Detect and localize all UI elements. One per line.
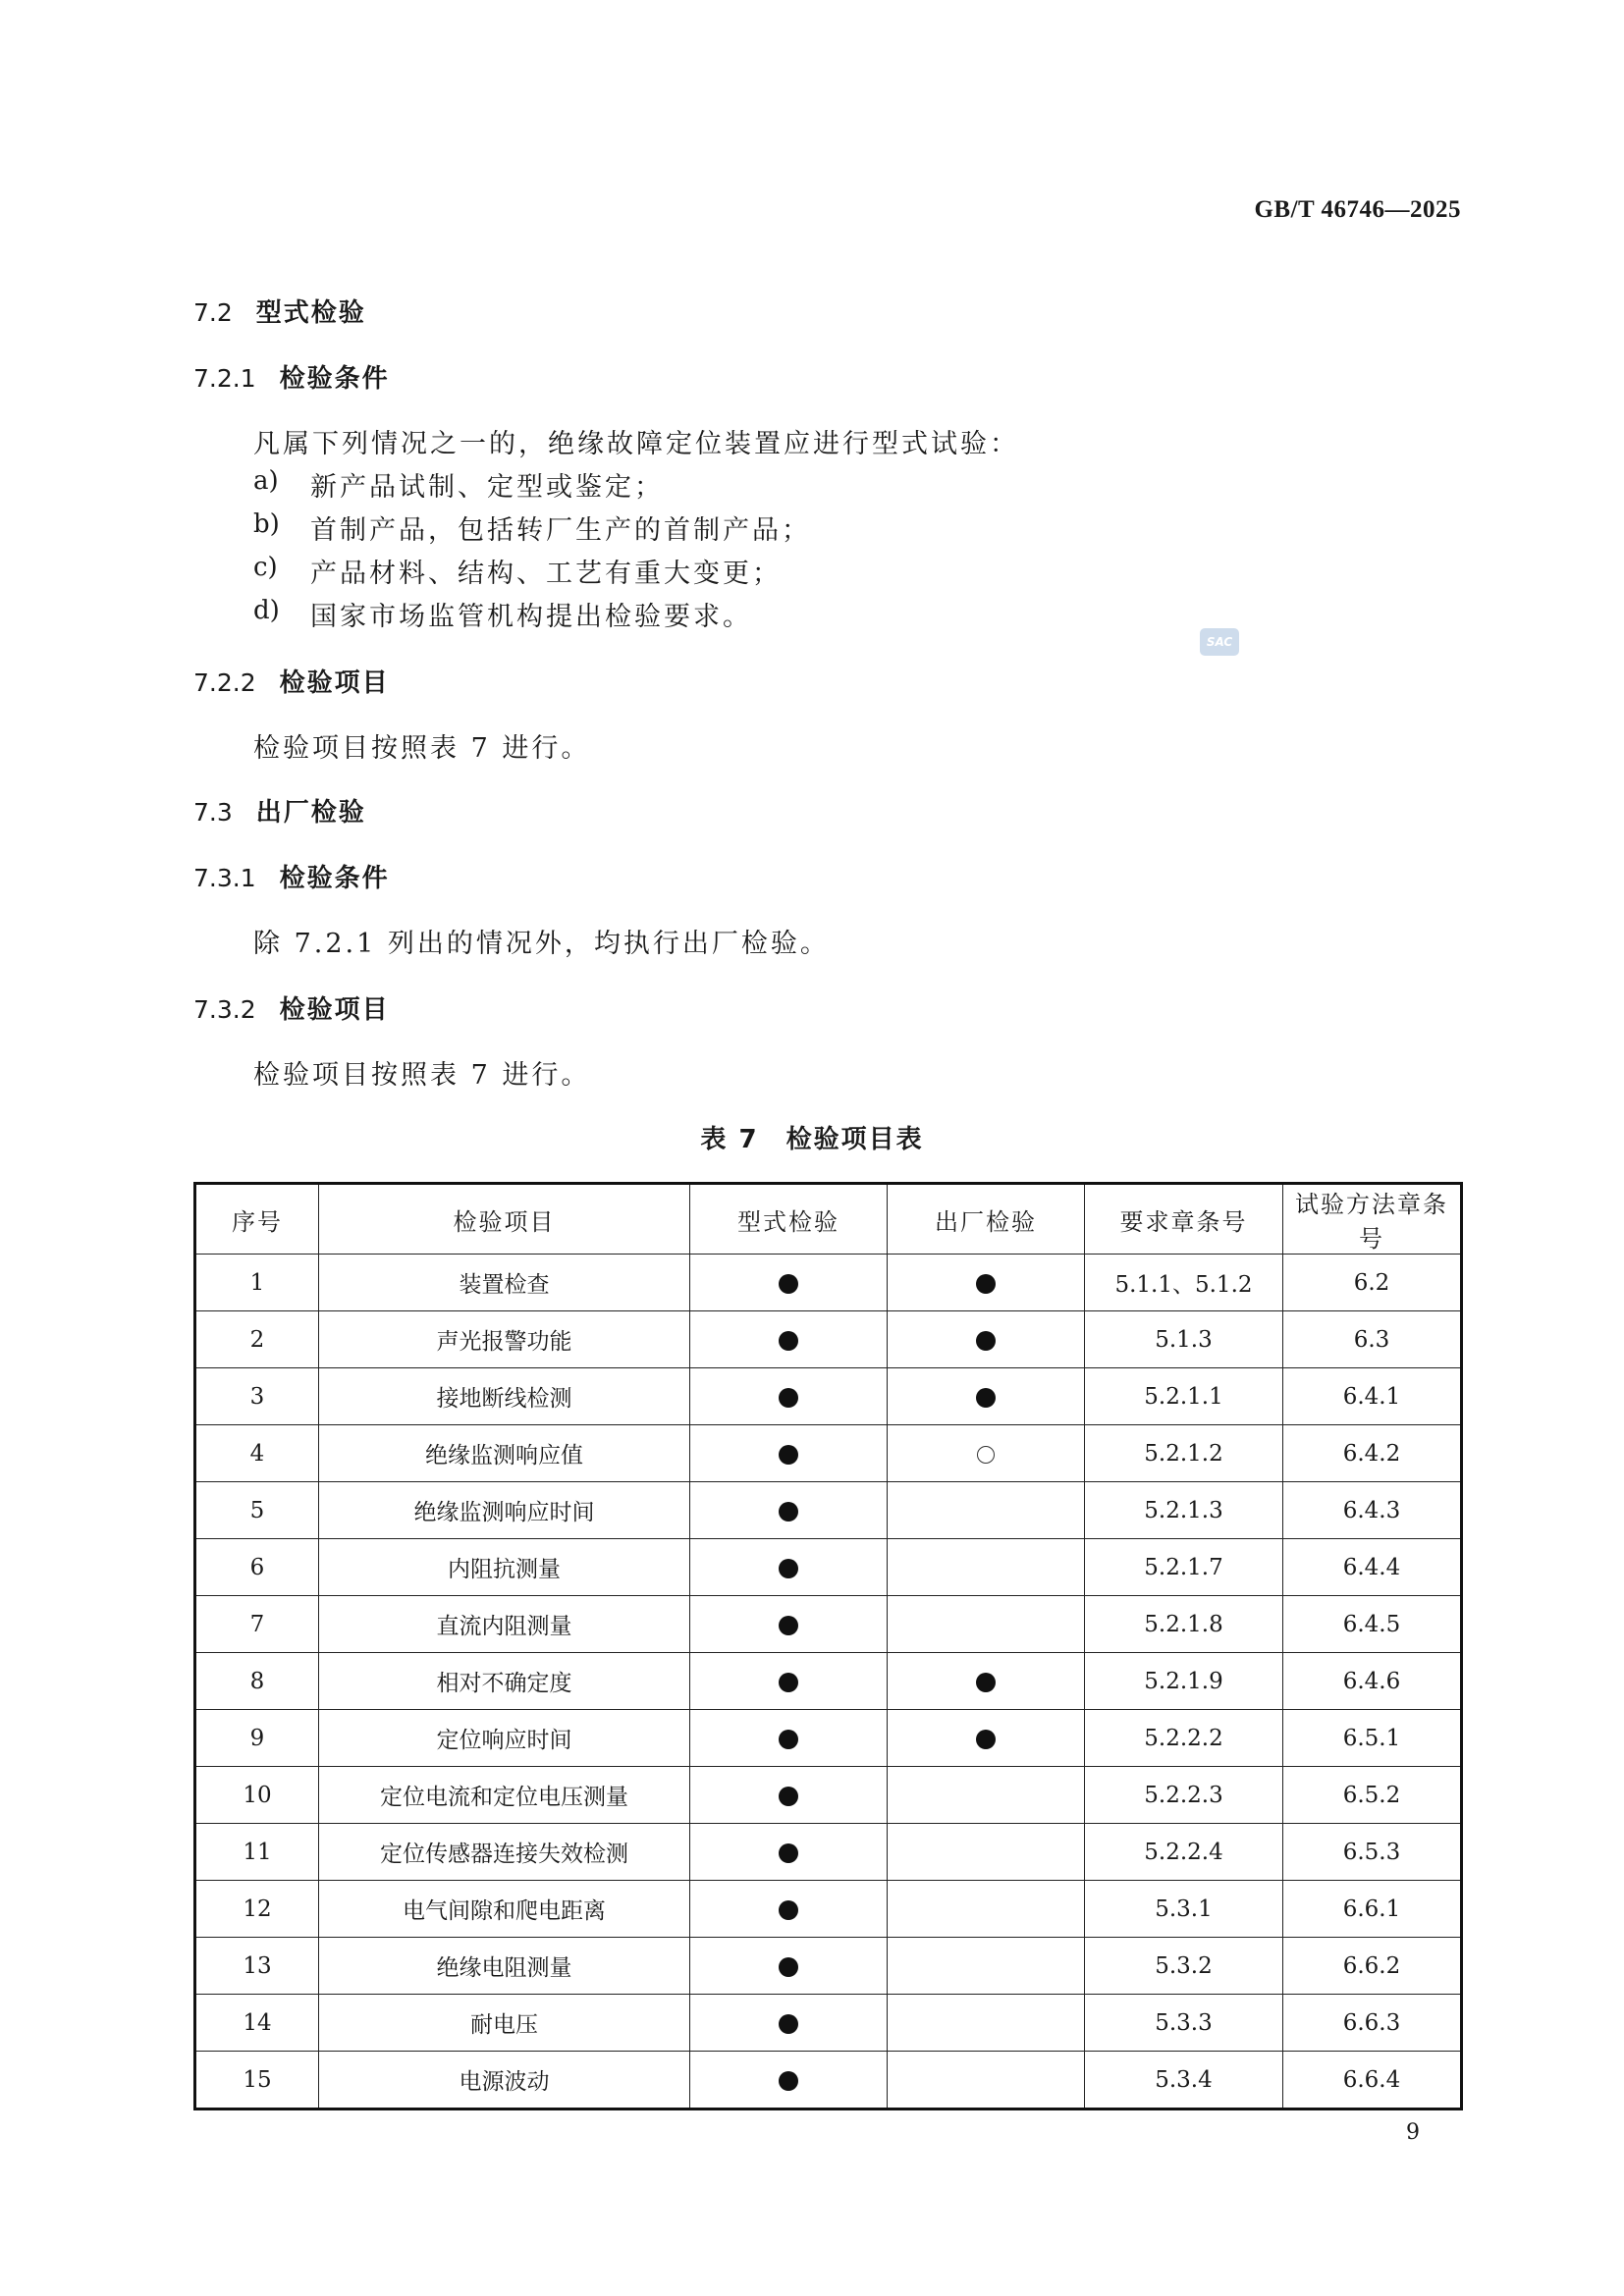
cell-test-method-clause: 6.2 <box>1283 1255 1462 1311</box>
section-title: 检验条件 <box>279 864 390 893</box>
header-factory-inspection: 出厂检验 <box>888 1184 1085 1255</box>
cell-type-inspection <box>690 1938 888 1995</box>
section-number: 7.3.2 <box>193 995 256 1024</box>
cell-serial-no: 10 <box>195 1767 319 1824</box>
cell-factory-inspection <box>888 1938 1085 1995</box>
cell-type-inspection <box>690 1596 888 1653</box>
list-item-text: 新产品试制、定型或鉴定； <box>310 472 664 503</box>
filled-circle-icon <box>779 1787 798 1806</box>
table-row <box>195 1368 1462 1425</box>
inspection-items-table <box>193 1182 1463 2110</box>
cell-inspection-item: 直流内阻测量 <box>319 1596 690 1653</box>
cell-test-method-clause: 6.6.3 <box>1283 1995 1462 2052</box>
cell-requirement-clause: 5.2.2.3 <box>1085 1767 1283 1824</box>
cell-type-inspection <box>690 1539 888 1596</box>
cell-serial-no: 1 <box>195 1255 319 1311</box>
filled-circle-icon <box>779 1616 798 1635</box>
cell-inspection-item: 装置检查 <box>319 1255 690 1311</box>
cell-type-inspection <box>690 1995 888 2052</box>
section-title: 检验项目 <box>279 668 390 698</box>
section-number: 7.2.2 <box>193 668 256 697</box>
cell-serial-no: 13 <box>195 1938 319 1995</box>
header-test-method-clause: 试验方法章条号 <box>1283 1184 1462 1255</box>
sac-watermark-logo: SAC <box>1200 628 1239 656</box>
cell-requirement-clause: 5.3.2 <box>1085 1938 1283 1995</box>
filled-circle-icon <box>779 1957 798 1977</box>
cell-serial-no: 3 <box>195 1368 319 1425</box>
cell-type-inspection <box>690 1482 888 1539</box>
section-number: 7.3.1 <box>193 864 256 892</box>
list-item-marker: a) <box>253 466 279 496</box>
table-row <box>195 1596 1462 1653</box>
filled-circle-icon <box>779 1388 798 1408</box>
filled-circle-icon <box>976 1730 996 1749</box>
cell-serial-no: 5 <box>195 1482 319 1539</box>
table-row <box>195 1767 1462 1824</box>
cell-type-inspection <box>690 1311 888 1368</box>
header-requirement-clause: 要求章条号 <box>1085 1184 1283 1255</box>
cell-requirement-clause: 5.2.1.7 <box>1085 1539 1283 1596</box>
cell-type-inspection <box>690 1425 888 1482</box>
section-number: 7.2.1 <box>193 364 256 393</box>
filled-circle-icon <box>976 1331 996 1351</box>
section-7-2-2-heading <box>193 663 390 699</box>
cell-test-method-clause: 6.5.2 <box>1283 1767 1462 1824</box>
cell-inspection-item: 电源波动 <box>319 2052 690 2109</box>
list-item-text: 国家市场监管机构提出检验要求。 <box>310 602 752 632</box>
cell-inspection-item: 电气间隙和爬电距离 <box>319 1881 690 1938</box>
cell-factory-inspection <box>888 1482 1085 1539</box>
cell-serial-no: 8 <box>195 1653 319 1710</box>
filled-circle-icon <box>779 1730 798 1749</box>
cell-serial-no: 7 <box>195 1596 319 1653</box>
cell-serial-no: 11 <box>195 1824 319 1881</box>
section-title: 检验条件 <box>279 364 390 394</box>
filled-circle-icon <box>779 1331 798 1351</box>
cell-serial-no: 15 <box>195 2052 319 2109</box>
header-inspection-item: 检验项目 <box>319 1184 690 1255</box>
table-row <box>195 2052 1462 2109</box>
cell-factory-inspection <box>888 1767 1085 1824</box>
filled-circle-icon <box>779 2071 798 2091</box>
cell-inspection-item: 绝缘监测响应时间 <box>319 1482 690 1539</box>
table-row <box>195 1653 1462 1710</box>
cell-inspection-item: 定位传感器连接失效检测 <box>319 1824 690 1881</box>
cell-inspection-item: 接地断线检测 <box>319 1368 690 1425</box>
section-7-3-1-text: 除 7.2.1 列出的情况外，均执行出厂检验。 <box>253 929 830 959</box>
cell-serial-no: 4 <box>195 1425 319 1482</box>
table-row <box>195 1938 1462 1995</box>
cell-serial-no: 9 <box>195 1710 319 1767</box>
section-7-3-2-text: 检验项目按照表 7 进行。 <box>253 1060 591 1091</box>
section-7-3-2-heading <box>193 989 390 1026</box>
table-caption: 表 7 检验项目表 <box>700 1125 924 1154</box>
table-row <box>195 1539 1462 1596</box>
cell-test-method-clause: 6.4.1 <box>1283 1368 1462 1425</box>
cell-type-inspection <box>690 1653 888 1710</box>
section-7-2-2-text: 检验项目按照表 7 进行。 <box>253 733 591 764</box>
table-row <box>195 1482 1462 1539</box>
cell-factory-inspection <box>888 1596 1085 1653</box>
cell-test-method-clause: 6.5.3 <box>1283 1824 1462 1881</box>
cell-requirement-clause: 5.3.4 <box>1085 2052 1283 2109</box>
filled-circle-icon <box>976 1274 996 1294</box>
list-item-text: 首制产品，包括转厂生产的首制产品； <box>310 515 811 546</box>
list-item-marker: b) <box>253 509 280 539</box>
cell-serial-no: 2 <box>195 1311 319 1368</box>
cell-test-method-clause: 6.4.3 <box>1283 1482 1462 1539</box>
cell-inspection-item: 内阻抗测量 <box>319 1539 690 1596</box>
filled-circle-icon <box>779 1274 798 1294</box>
table-row <box>195 1995 1462 2052</box>
section-7-3-heading <box>193 792 366 828</box>
cell-inspection-item: 绝缘电阻测量 <box>319 1938 690 1995</box>
section-number: 7.2 <box>193 298 233 327</box>
header-serial-no: 序号 <box>195 1184 319 1255</box>
filled-circle-icon <box>779 2014 798 2034</box>
table-row <box>195 1881 1462 1938</box>
cell-requirement-clause: 5.1.1、5.1.2 <box>1085 1255 1283 1311</box>
cell-test-method-clause: 6.4.2 <box>1283 1425 1462 1482</box>
filled-circle-icon <box>779 1843 798 1863</box>
cell-factory-inspection <box>888 1824 1085 1881</box>
section-title: 出厂检验 <box>255 798 366 828</box>
table-row <box>195 1824 1462 1881</box>
page-number: 9 <box>1406 2120 1420 2145</box>
cell-factory-inspection <box>888 1653 1085 1710</box>
list-item-marker: c) <box>253 553 278 582</box>
cell-factory-inspection <box>888 1995 1085 2052</box>
cell-test-method-clause: 6.6.2 <box>1283 1938 1462 1995</box>
filled-circle-icon <box>779 1559 798 1578</box>
cell-type-inspection <box>690 1767 888 1824</box>
cell-type-inspection <box>690 1710 888 1767</box>
cell-type-inspection <box>690 2052 888 2109</box>
cell-inspection-item: 耐电压 <box>319 1995 690 2052</box>
table-row <box>195 1255 1462 1311</box>
cell-inspection-item: 声光报警功能 <box>319 1311 690 1368</box>
section-7-2-1-intro: 凡属下列情况之一的，绝缘故障定位装置应进行型式试验： <box>253 429 1019 459</box>
filled-circle-icon <box>976 1673 996 1692</box>
cell-serial-no: 6 <box>195 1539 319 1596</box>
standard-number: GB/T 46746—2025 <box>1254 196 1461 223</box>
cell-serial-no: 12 <box>195 1881 319 1938</box>
cell-test-method-clause: 6.6.4 <box>1283 2052 1462 2109</box>
section-title: 检验项目 <box>279 995 390 1025</box>
section-7-3-1-heading <box>193 858 390 894</box>
cell-type-inspection <box>690 1881 888 1938</box>
cell-requirement-clause: 5.2.1.3 <box>1085 1482 1283 1539</box>
cell-serial-no: 14 <box>195 1995 319 2052</box>
cell-inspection-item: 相对不确定度 <box>319 1653 690 1710</box>
cell-type-inspection <box>690 1368 888 1425</box>
header-type-inspection: 型式检验 <box>690 1184 888 1255</box>
section-number: 7.3 <box>193 798 233 827</box>
cell-test-method-clause: 6.6.1 <box>1283 1881 1462 1938</box>
cell-factory-inspection <box>888 2052 1085 2109</box>
cell-requirement-clause: 5.3.3 <box>1085 1995 1283 2052</box>
table-row <box>195 1311 1462 1368</box>
filled-circle-icon <box>976 1388 996 1408</box>
cell-requirement-clause: 5.2.1.9 <box>1085 1653 1283 1710</box>
cell-factory-inspection <box>888 1425 1085 1482</box>
filled-circle-icon <box>779 1502 798 1522</box>
table-header-row <box>195 1184 1462 1255</box>
cell-test-method-clause: 6.4.4 <box>1283 1539 1462 1596</box>
list-item-marker: d) <box>253 596 280 625</box>
cell-requirement-clause: 5.3.1 <box>1085 1881 1283 1938</box>
cell-factory-inspection <box>888 1710 1085 1767</box>
section-title: 型式检验 <box>255 298 366 328</box>
cell-inspection-item: 定位电流和定位电压测量 <box>319 1767 690 1824</box>
cell-factory-inspection <box>888 1255 1085 1311</box>
table-row <box>195 1425 1462 1482</box>
cell-type-inspection <box>690 1824 888 1881</box>
filled-circle-icon <box>779 1900 798 1920</box>
section-7-2-heading <box>193 293 366 329</box>
cell-requirement-clause: 5.1.3 <box>1085 1311 1283 1368</box>
cell-factory-inspection <box>888 1311 1085 1368</box>
cell-test-method-clause: 6.5.1 <box>1283 1710 1462 1767</box>
cell-test-method-clause: 6.4.6 <box>1283 1653 1462 1710</box>
cell-requirement-clause: 5.2.2.2 <box>1085 1710 1283 1767</box>
cell-inspection-item: 绝缘监测响应值 <box>319 1425 690 1482</box>
cell-type-inspection <box>690 1255 888 1311</box>
hollow-circle-icon <box>977 1446 995 1464</box>
cell-requirement-clause: 5.2.1.8 <box>1085 1596 1283 1653</box>
cell-inspection-item: 定位响应时间 <box>319 1710 690 1767</box>
cell-factory-inspection <box>888 1539 1085 1596</box>
cell-factory-inspection <box>888 1368 1085 1425</box>
list-item-text: 产品材料、结构、工艺有重大变更； <box>310 559 782 589</box>
cell-requirement-clause: 5.2.1.1 <box>1085 1368 1283 1425</box>
cell-test-method-clause: 6.4.5 <box>1283 1596 1462 1653</box>
cell-test-method-clause: 6.3 <box>1283 1311 1462 1368</box>
filled-circle-icon <box>779 1445 798 1465</box>
table-row <box>195 1710 1462 1767</box>
cell-requirement-clause: 5.2.1.2 <box>1085 1425 1283 1482</box>
filled-circle-icon <box>779 1673 798 1692</box>
section-7-2-1-heading <box>193 358 390 395</box>
cell-factory-inspection <box>888 1881 1085 1938</box>
cell-requirement-clause: 5.2.2.4 <box>1085 1824 1283 1881</box>
